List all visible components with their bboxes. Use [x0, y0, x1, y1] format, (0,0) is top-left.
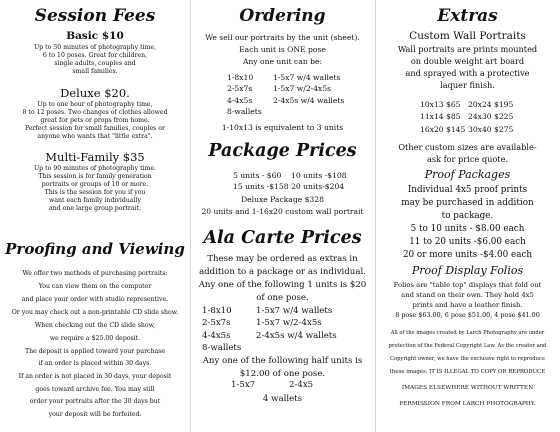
ala-carte-line: Any one of the following 1 units is $20 [198, 280, 367, 290]
wall-line: Wall portraits are prints mounted [397, 44, 538, 54]
ordering-option-row [227, 73, 344, 82]
package-prices-title: Package Prices [208, 141, 357, 161]
ordering-options-table [227, 73, 344, 116]
folio-line: 8 pose $63.00, 6 pose $51.00, 4 pose $41.00 [395, 311, 540, 319]
proofing-line: order your portraits after the 30 days but [29, 398, 161, 405]
deluxe-line: 8 to 12 poses. Two changes of clothes allowed [22, 109, 168, 116]
copyright-line: protection of the Federal Copyright Law. As the creator and [388, 343, 547, 349]
deluxe-line: Perfect session for small families, couples or [25, 125, 165, 132]
option-cell: 1-5x7 w/2-4x5s [256, 318, 322, 329]
multi-line: and one large group portrait. [49, 205, 141, 212]
proof-line: may be purchased in addition [401, 198, 534, 208]
package-cell: 15 units -$158 [233, 182, 289, 192]
multi-line: want each family individually [49, 197, 141, 204]
option-cell: 1-5x7 w/2-4x5s [273, 84, 332, 94]
folio-line: Folios are "table top" displays that fold out [393, 281, 542, 289]
deluxe-line: Up to one hour of photography time, [37, 101, 153, 108]
deluxe-package-desc: 20 units and 1-16x20 custom wall portrait [201, 207, 364, 216]
copyright-line: IMAGES ELSEWHERE WITHOUT WRITTEN [401, 385, 534, 391]
ala-carte-option-row [202, 306, 337, 316]
ala-carte-option-row [202, 318, 337, 328]
proofing-line: Or you may check out a non-printable CD slide show. [11, 309, 179, 316]
proofing-line: If an order is not placed in 30 days, your deposit [18, 373, 172, 380]
proofing-line: and place your order with studio representive. [21, 296, 169, 303]
size-cell: 20x24 $195 [468, 100, 514, 109]
ala-carte-line: addition to a package or as individual. [199, 267, 366, 277]
option-cell: 2-4x5s w/4 wallets [256, 330, 337, 341]
ordering-line: We sell our portraits by the unit (sheet). [205, 33, 360, 42]
option-cell: 4-4x5s [202, 330, 231, 341]
deluxe-line: great for pets or props from home. [40, 117, 150, 124]
proof-price: 11 to 20 units -$6.00 each [409, 237, 526, 247]
wall-line: and sprayed with a protective [405, 68, 530, 78]
wall-line: on double weight art board [410, 56, 525, 66]
extras-title: Extras [437, 6, 498, 26]
half-unit-options [231, 381, 313, 390]
option-cell: 4-4x5s [227, 95, 253, 105]
session-fees-column [0, 0, 190, 432]
wall-size-row [420, 100, 513, 109]
multi-line: portraits or groups of 10 or more. [41, 181, 149, 188]
half-option: 4 wallets [262, 394, 303, 404]
ordering-option-row [227, 96, 344, 105]
basic-line: single adults, couples and [54, 60, 136, 67]
ordering-line: Any one unit can be: [242, 57, 323, 66]
wall-sizes-table [420, 100, 513, 134]
ala-carte-line: of one pose. [256, 293, 309, 303]
option-cell: 2-5x7s [227, 84, 253, 94]
ordering-note: 1-10x13 is equivalent to 3 units [221, 123, 344, 132]
size-cell: 10x13 $65 [420, 100, 461, 109]
basic-title: Basic $10 [66, 30, 124, 42]
size-cell: 24x30 $225 [468, 112, 514, 122]
basic-line: 6 to 10 poses. Great for children, [42, 52, 148, 59]
ala-carte-line: These may be ordered as extras in [207, 254, 358, 264]
ala-carte-options-table [202, 306, 337, 354]
option-cell: 2-4x5s w/4 wallets [273, 95, 345, 105]
proof-price: 5 to 10 units - $8.00 each [410, 224, 525, 234]
basic-line: Up to 30 minutes of photography time, [33, 44, 157, 51]
copyright-line: All of the images created by Larch Photography are under [390, 330, 545, 336]
size-cell: 16x20 $145 [420, 124, 466, 134]
deluxe-title: Deluxe $20. [60, 86, 130, 100]
proof-line: to package. [441, 211, 494, 221]
proofing-line: We offer two methods of purchasing portraits: [22, 270, 168, 277]
package-cell: 20 units-$204 [291, 182, 345, 192]
option-cell: 8-wallets [227, 106, 262, 116]
wall-line: laquer finish. [440, 80, 495, 90]
extras-column [375, 0, 560, 432]
size-cell: 11x14 $85 [420, 112, 461, 122]
copyright-line: these images. IT IS ILLEGAL TO COPY OR REPRODUCE [389, 369, 546, 375]
proof-packages-title: Proof Packages [424, 168, 511, 181]
half-option: 2-4x5 [289, 380, 314, 390]
proofing-line: we require a $25.00 deposit. [49, 335, 141, 342]
deluxe-line: anyone who wants that "little extra". [37, 133, 153, 140]
proof-price: 20 or more units -$4.00 each [402, 250, 533, 260]
package-row [233, 171, 347, 180]
half-unit-line: $12.00 of one pose. [239, 369, 326, 379]
proofing-line: You can view them on the computer [38, 283, 152, 290]
package-cell: 5 units - $60 [233, 171, 282, 180]
wall-size-row [420, 125, 513, 134]
proofing-title: Proofing and Viewing [5, 240, 185, 258]
ala-carte-option-row [202, 343, 337, 353]
deluxe-package: Deluxe Package $328 [241, 195, 324, 204]
option-cell: 1-5x7 w/4 wallets [273, 73, 341, 82]
folio-line: and stand on their own. They hold 4x5 [401, 291, 534, 299]
copyright-line: PERMISSION FROM LARCH PHOTOGRAPHY. [399, 401, 536, 407]
multi-family-title: Multi-Family $35 [45, 150, 145, 164]
multi-line: Up to 90 minutes of photography time. [33, 165, 157, 172]
half-unit-line: Any one of the following half units is [202, 356, 363, 366]
ala-carte-title: Ala Carte Prices [203, 228, 362, 248]
ordering-option-row [227, 107, 344, 116]
half-option: 1-5x7 [231, 380, 256, 390]
option-cell: 8-wallets [202, 343, 242, 354]
proofing-line: When checking out the CD slide show, [34, 322, 156, 329]
wall-portraits-title: Custom Wall Portraits [409, 30, 526, 42]
ala-carte-option-row [202, 331, 337, 341]
ordering-title: Ordering [239, 6, 326, 26]
ordering-option-row [227, 84, 344, 93]
package-prices-table [233, 171, 347, 192]
proof-folios-title: Proof Display Folios [411, 264, 524, 277]
package-row [233, 182, 347, 191]
custom-sizes-line: Other custom sizes are available- [398, 142, 537, 152]
wall-size-row [420, 112, 513, 121]
ordering-line: Each unit is ONE pose [239, 45, 326, 54]
proofing-line: your deposit will be forfeited. [48, 411, 142, 418]
option-cell: 1-8x10 [227, 73, 254, 82]
option-cell: 1-8x10 [202, 306, 232, 316]
proof-line: Individual 4x5 proof prints [407, 185, 528, 195]
package-cell: 10 units -$108 [291, 171, 347, 180]
proofing-line: goes toward archive fee. You may still [35, 386, 155, 393]
option-cell: 2-5x7s [202, 318, 231, 329]
copyright-line: Copyright owner, we have the exclusive right to reproduce [390, 356, 545, 362]
custom-sizes-line: ask for price quote. [426, 154, 509, 164]
option-cell: 1-5x7 w/4 wallets [256, 306, 333, 316]
size-cell: 30x40 $275 [468, 124, 514, 134]
multi-line: This is the session for you if you [44, 189, 146, 196]
session-fees-title: Session Fees [34, 6, 156, 26]
multi-line: This session is for family generation [38, 173, 152, 180]
proofing-line: The deposit is applied toward your purchase [24, 348, 166, 355]
basic-line: small families. [72, 68, 118, 75]
ordering-column [190, 0, 375, 432]
proofing-line: if an order is placed within 30 days. [38, 360, 152, 367]
folio-line: prints and have a leather finish. [412, 301, 523, 309]
